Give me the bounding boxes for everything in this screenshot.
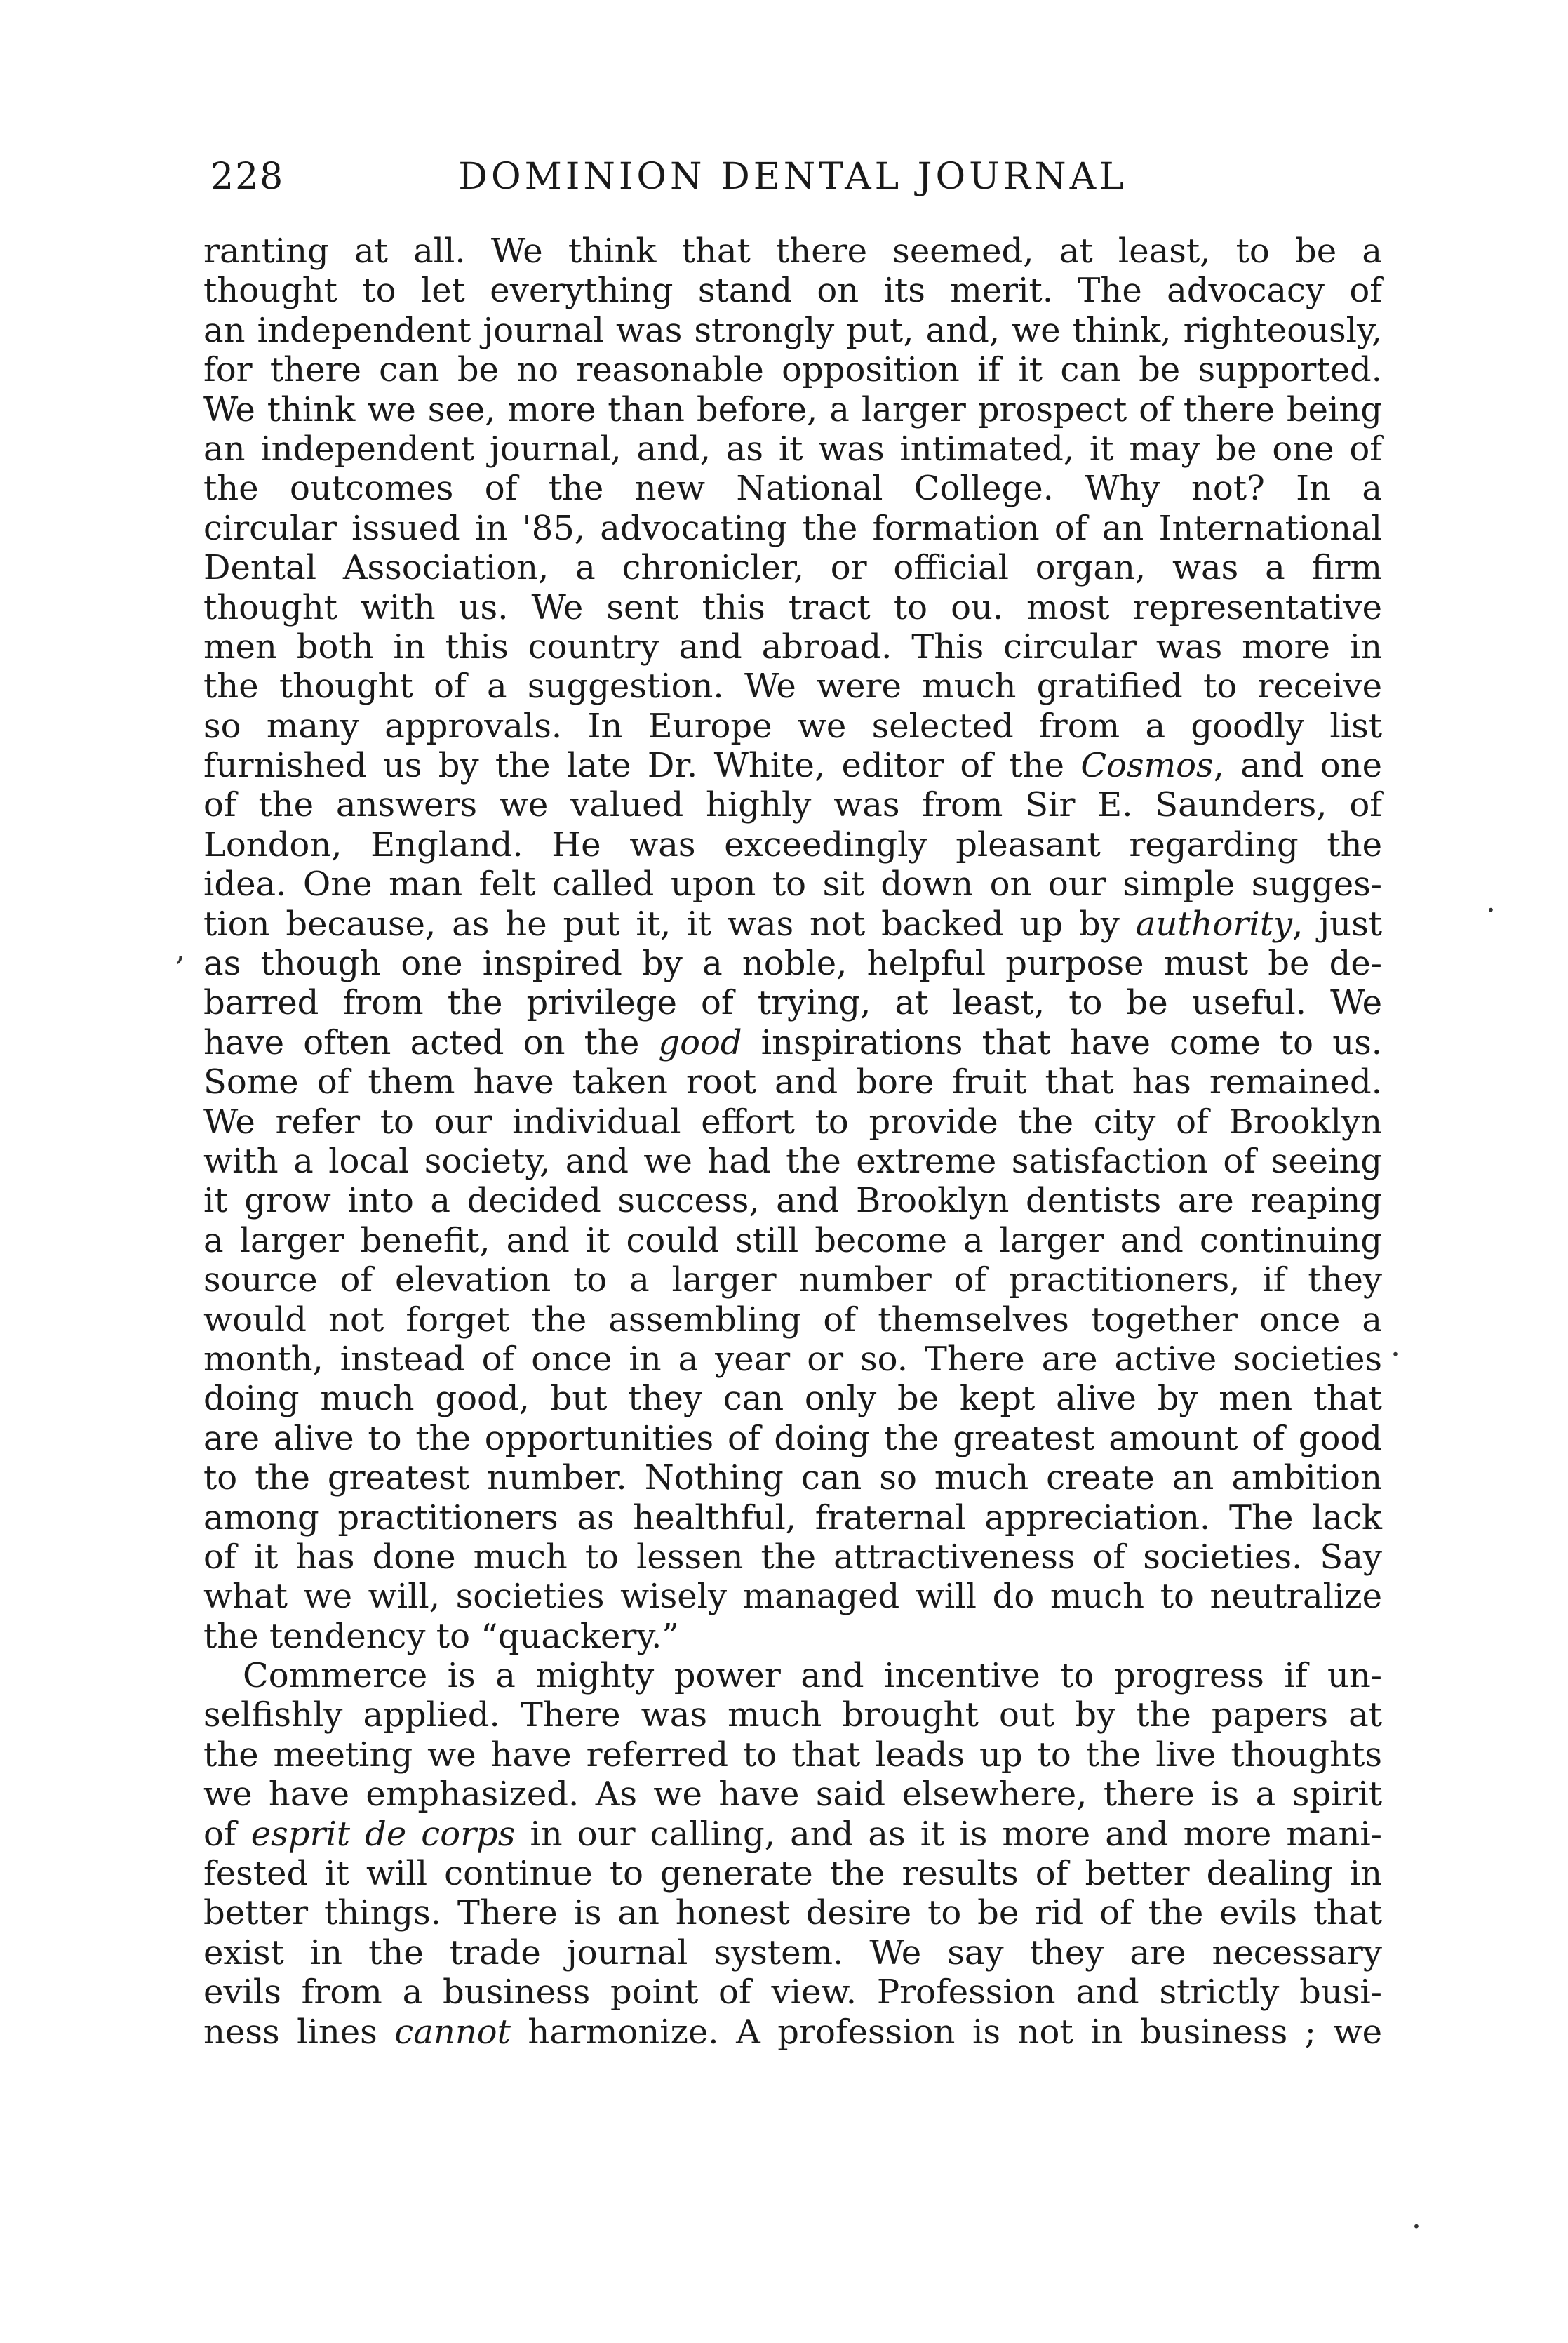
- text-line: to the greatest number. Nothing can so much create an ambition: [203, 1458, 1382, 1498]
- text-line: the thought of a suggestion. We were much gratified to receive: [203, 667, 1382, 707]
- text-line: London, England. He was exceedingly pleasant regarding the: [203, 825, 1382, 865]
- text-line: circular issued in '85, advocating the formation of an International: [203, 508, 1382, 548]
- page-number: 228: [210, 156, 285, 198]
- text-line: an independent journal, and, as it was intimated, it may be one of: [203, 429, 1382, 469]
- text-line: fested it will continue to generate the results of better dealing in: [203, 1854, 1382, 1894]
- text-line: furnished us by the late Dr. White, editor of the Cosmos, and one: [203, 746, 1383, 786]
- text-line: source of elevation to a larger number of practitioners, if they: [203, 1260, 1382, 1300]
- margin-mark: ,: [175, 932, 185, 968]
- text-line: Dental Association, a chronicler, or official organ, was a firm: [203, 548, 1382, 588]
- text-line: doing much good, but they can only be kept alive by men that: [203, 1379, 1382, 1419]
- text-line: of it has done much to lessen the attractiveness of societies. Say: [203, 1537, 1382, 1577]
- margin-mark: ·: [1412, 2209, 1421, 2245]
- text-line: so many approvals. In Europe we selected from a goodly list: [203, 706, 1382, 746]
- text-line: We refer to our individual effort to provide the city of Brooklyn: [203, 1102, 1382, 1142]
- text-line: ness lines cannot harmonize. A profession is not in business ; we: [203, 2012, 1382, 2052]
- text-line: month, instead of once in a year or so. There are active societies: [203, 1339, 1382, 1379]
- text-line: a larger benefit, and it could still become a larger and continuing: [203, 1220, 1382, 1260]
- text-line: of the answers we valued highly was from Sir E. Saunders, of: [203, 785, 1382, 825]
- text-line: exist in the trade journal system. We say they are necessary: [203, 1933, 1382, 1972]
- text-line: as though one inspired by a noble, helpful purpose must be de-: [203, 944, 1382, 984]
- text-line: are alive to the opportunities of doing the greatest amount of good: [203, 1418, 1382, 1458]
- text-line: what we will, societies wisely managed will do much to neutralize: [203, 1577, 1382, 1617]
- text-line: have often acted on the good inspirations that have come to us.: [203, 1022, 1383, 1062]
- text-line: of esprit de corps in our calling, and as it is more and more mani-: [203, 1814, 1382, 1854]
- text-line: Commerce is a mighty power and incentive to progress if un-: [243, 1656, 1382, 1696]
- text-line: an independent journal was strongly put, and, we think, righteously,: [203, 310, 1382, 350]
- margin-mark: .: [1391, 1328, 1400, 1363]
- text-line: men both in this country and abroad. This circular was more in: [203, 627, 1382, 667]
- text-line: the tendency to “quackery.”: [203, 1616, 679, 1656]
- text-line: ranting at all. We think that there seemed, at least, to be a: [203, 232, 1382, 271]
- text-line: the meeting we have referred to that leads up to the live thoughts: [203, 1735, 1382, 1775]
- text-line: thought with us. We sent this tract to ou. most representative: [203, 587, 1382, 627]
- text-line: better things. There is an honest desire to be rid of the evils that: [203, 1893, 1382, 1933]
- article-body: [203, 232, 1382, 2052]
- text-line: evils from a business point of view. Profession and strictly busi-: [203, 1972, 1382, 2012]
- text-line: tion because, as he put it, it was not backed up by authority, just: [203, 904, 1383, 944]
- text-line: it grow into a decided success, and Brooklyn dentists are reaping: [203, 1181, 1382, 1221]
- text-line: the outcomes of the new National College. Why not? In a: [203, 469, 1382, 509]
- paragraph: [203, 232, 1382, 1656]
- text-line: Some of them have taken root and bore fruit that has remained.: [203, 1062, 1382, 1102]
- text-line: for there can be no reasonable opposition if it can be supported.: [203, 350, 1382, 390]
- text-line: idea. One man felt called upon to sit down on our simple sugges-: [203, 865, 1382, 905]
- text-line: thought to let everything stand on its merit. The advocacy of: [203, 271, 1382, 311]
- text-line: we have emphasized. As we have said elsewhere, there is a spirit: [203, 1775, 1382, 1815]
- text-line: would not forget the assembling of themselves together once a: [203, 1300, 1382, 1340]
- text-line: among practitioners as healthful, fraternal appreciation. The lack: [203, 1497, 1382, 1537]
- running-title: DOMINION DENTAL JOURNAL: [458, 156, 1127, 198]
- text-line: barred from the privilege of trying, at least, to be useful. We: [203, 983, 1382, 1023]
- paragraph: [203, 1656, 1382, 2052]
- page-header: [210, 156, 1375, 212]
- text-line: selfishly applied. There was much brought out by the papers at: [203, 1695, 1382, 1735]
- text-line: with a local society, and we had the extreme satisfaction of seeing: [203, 1141, 1382, 1181]
- text-line: We think we see, more than before, a larger prospect of there being: [203, 389, 1382, 429]
- margin-mark: ·: [1486, 893, 1496, 928]
